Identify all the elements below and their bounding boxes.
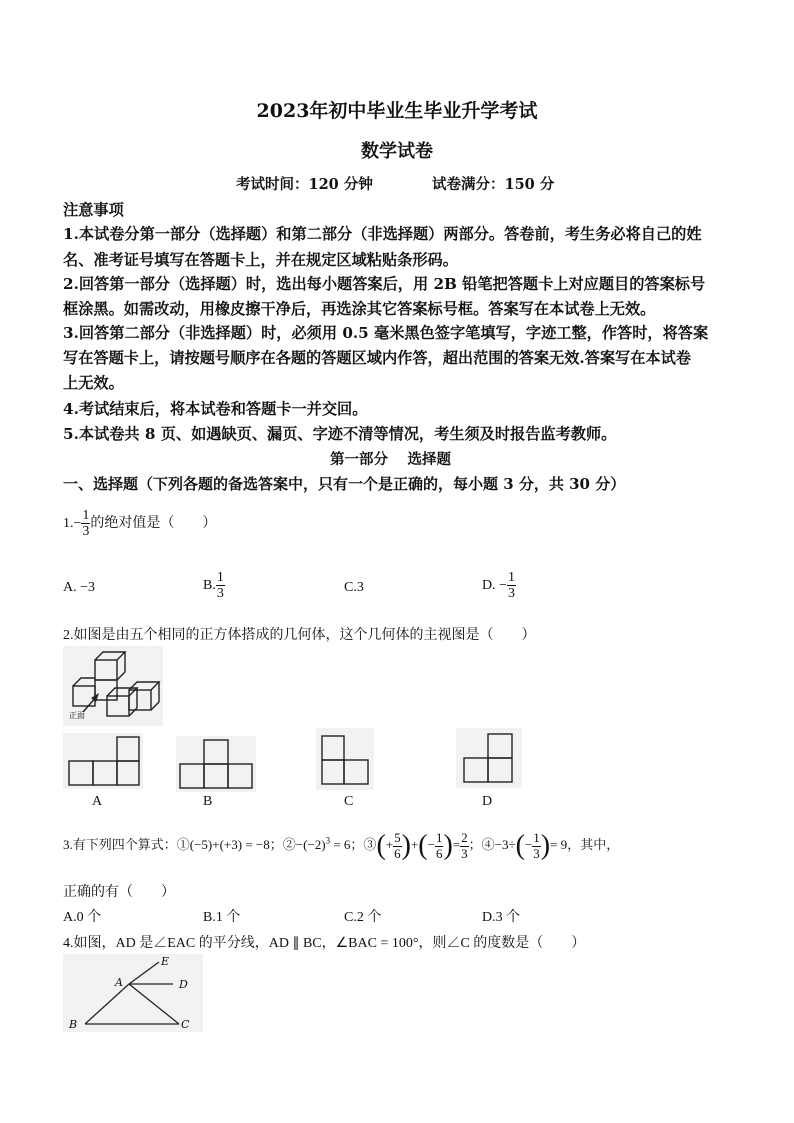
q2-option-c-figure (316, 728, 374, 790)
q2-option-b-label: B (203, 794, 213, 809)
notes-heading: 注意事项 (63, 201, 124, 219)
q2-option-a-figure (63, 733, 143, 789)
q1-option-d: D. − $\frac{1}{3}$ (482, 570, 516, 602)
notes-line: 4.考试结束后，将本试卷和答题卡一并交回。 (63, 400, 368, 418)
front-label: 正面 (69, 711, 85, 720)
notes-line: 2.回答第一部分（选择题）时，选出每小题答案后，用 2B 铅笔把答题卡上对应题目的答案标号 (63, 275, 706, 293)
q4-label-b: B (69, 1018, 78, 1031)
notes-line: 5.本试卷共 8 页、如遇缺页、漏页、字迹不清等情况，考生须及时报告监考教师。 (63, 425, 617, 443)
q1-fraction: $\frac{1}{3}$ (82, 508, 90, 540)
q1-option-b: B. $\frac{1}{3}$ (203, 570, 224, 602)
q4-label-a: A (115, 976, 123, 989)
q3-line-2: 正确的有（ ） (63, 885, 175, 900)
q1-minus: − (73, 516, 82, 532)
q1-number: 1. (63, 516, 74, 532)
q3-expr-1: ①(−5)+(+3) = −8 (176, 836, 270, 852)
notes-line: 1.本试卷分第一部分（选择题）和第二部分（非选择题）两部分。答卷前，考生务必将自己的姓 (63, 225, 702, 243)
q1-option-c: C.3 (344, 580, 364, 595)
q2-option-a-label: A (92, 794, 103, 809)
part1-title: 第一部分 选择题 (330, 451, 452, 468)
q2-option-d-figure (456, 728, 522, 788)
q2-option-c-label: C (344, 794, 354, 809)
question-4: 4.如图，AD 是∠EAC 的平分线，AD ∥ BC，∠BAC = 100°，则∠C 的度数是（ ） (63, 936, 586, 951)
question-3: 3.有下列四个算式：①(−5)+(+3) = −8；$②-(-2)^3 = 6$；③(+ $\frac{5}{6}$ )+(− $\frac{1}{6}$ )= $\frac{2}{3}$ ；④−3÷(− $\frac{1}{3}$ )= 9，其中， (63, 830, 620, 861)
q4-label-c: C (181, 1018, 190, 1031)
q2-option-b-figure (176, 736, 256, 792)
q3-option-c: C.2 个 (344, 910, 382, 925)
exam-time: 考试时间：120 分钟 (236, 176, 373, 193)
notes-line: 框涂黑。如需改动，用橡皮擦干净后，再选涂其它答案标号框。答案写在本试卷上无效。 (63, 300, 656, 318)
q3-option-b: B.1 个 (203, 910, 241, 925)
q4-label-d: D (179, 978, 188, 991)
q4-triangle-figure (63, 954, 203, 1032)
notes-line: 上无效。 (63, 374, 124, 392)
section-heading: 一、选择题（下列各题的备选答案中，只有一个是正确的，每小题 3 分，共 30 分） (63, 475, 626, 493)
subject-title: 数学试卷 (361, 141, 433, 162)
exam-score: 试卷满分：150 分 (432, 176, 555, 193)
notes-line: 3.回答第二部分（非选择题）时，必须用 0.5 毫米黑色签字笔填写，字迹工整，作答时，将答案 (63, 324, 709, 342)
exam-title: 2023年初中毕业生毕业升学考试 (256, 100, 538, 122)
q3-option-a: A.0 个 (63, 910, 102, 925)
q3-option-d: D.3 个 (482, 910, 521, 925)
notes-line: 写在答题卡上，请按题号顺序在各题的答题区域内作答，超出范围的答案无效.答案写在本试卷 (63, 349, 691, 367)
q1-text: 的绝对值是（ ） (90, 516, 217, 532)
q2-solid-figure (63, 646, 163, 726)
q2-option-d-label: D (482, 794, 493, 809)
question-2: 2.如图是由五个相同的正方体搭成的几何体，这个几何体的主视图是（ ） (63, 628, 536, 643)
q1-option-a: A. −3 (63, 580, 96, 595)
question-1 (63, 508, 216, 540)
notes-line: 名、准考证号填写在答题卡上，并在规定区域粘贴条形码。 (63, 251, 458, 269)
q4-label-e: E (161, 955, 170, 968)
